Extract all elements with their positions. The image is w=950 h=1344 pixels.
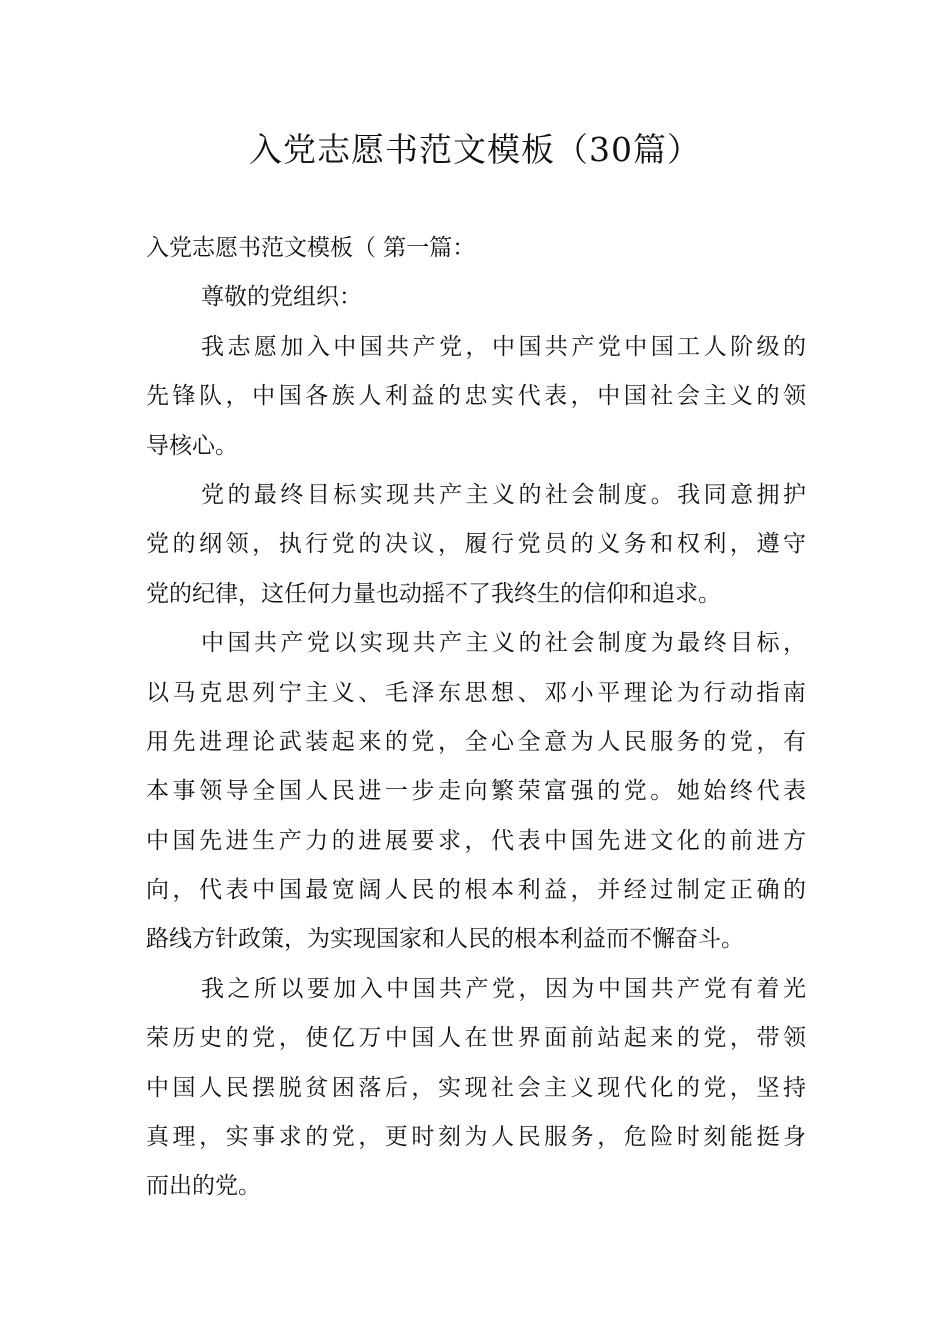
text-line: 党的纲领，执行党的决议，履行党员的义务和权利，遵守 — [146, 531, 806, 558]
text-line: 中国人民摆脱贫困落后，实现社会主义现代化的党，坚持 — [146, 1074, 806, 1101]
text-line: 而出的党。 — [146, 1173, 261, 1200]
text-line: 向，代表中国最宽阔人民的根本利益，并经过制定正确的 — [146, 877, 806, 904]
text-line: 用先进理论武装起来的党，全心全意为人民服务的党，有 — [146, 728, 806, 755]
document-body — [146, 224, 806, 1212]
text-line: 路线方针政策，为实现国家和人民的根本利益而不懈奋斗。 — [146, 926, 744, 953]
text-line: 本事领导全国人民进一步走向繁荣富强的党。她始终代表 — [146, 778, 806, 805]
text-line: 党的纪律，这任何力量也动摇不了我终生的信仰和追求。 — [146, 580, 721, 607]
text-line: 我之所以要加入中国共产党，因为中国共产党有着光 — [201, 975, 806, 1002]
text-line: 尊敬的党组织： — [201, 284, 362, 311]
text-line: 党的最终目标实现共产主义的社会制度。我同意拥护 — [201, 481, 806, 508]
text-line: 先锋队，中国各族人利益的忠实代表，中国社会主义的领 — [146, 383, 806, 410]
text-line: 中国共产党以实现共产主义的社会制度为最终目标， — [201, 630, 806, 657]
text-line: 入党志愿书范文模板（ 第一篇： — [146, 235, 476, 261]
text-line: 中国先进生产力的进展要求，代表中国先进文化的前进方 — [146, 827, 806, 854]
document-title: 入党志愿书范文模板（30篇） — [249, 130, 701, 169]
text-line: 我志愿加入中国共产党，中国共产党中国工人阶级的 — [201, 333, 806, 360]
text-line: 真理，实事求的党，更时刻为人民服务，危险时刻能挺身 — [146, 1124, 806, 1151]
text-line: 荣历史的党，使亿万中国人在世界面前站起来的党，带领 — [146, 1025, 806, 1052]
text-line: 导核心。 — [146, 432, 238, 459]
text-line: 以马克思列宁主义、毛泽东思想、邓小平理论为行动指南 — [146, 679, 806, 706]
